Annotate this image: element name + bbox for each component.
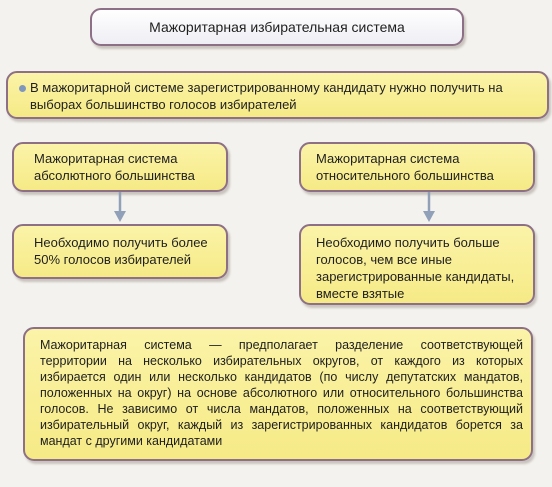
diagram-title: Мажоритарная избирательная система	[90, 8, 464, 46]
absolute-majority-condition: Необходимо получить более 50% голосов избирателей	[12, 224, 228, 279]
down-arrow-icon	[113, 192, 127, 224]
down-arrow-icon	[422, 192, 436, 224]
definition-box: Мажоритарная система — предполагает разделение соответствующей территории на несколько избирательных округов, от каждого из которых избирается один или несколько кандидатов (по числу депутатских мандатов, положенных на округ) на основе абсолютного или относительного большинства голосов. Не зависимо от числа мандатов, положенных на соответствующий избирательный округ, каждый из зарегистрированных кандидатов борется за мандат с другими кандидатами	[23, 327, 533, 461]
intro-box	[6, 71, 549, 119]
intro-text: В мажоритарной системе зарегистрированному кандидату нужно получить на выборах большинство голосов избирателей	[30, 80, 503, 112]
absolute-majority-heading: Мажоритарная система абсолютного большинства	[12, 142, 228, 192]
bullet-icon	[19, 85, 26, 92]
relative-majority-heading: Мажоритарная система относительного большинства	[299, 142, 535, 192]
relative-majority-condition: Необходимо получить больше голосов, чем все иные зарегистрированные кандидаты, вместе взятые	[299, 224, 535, 305]
